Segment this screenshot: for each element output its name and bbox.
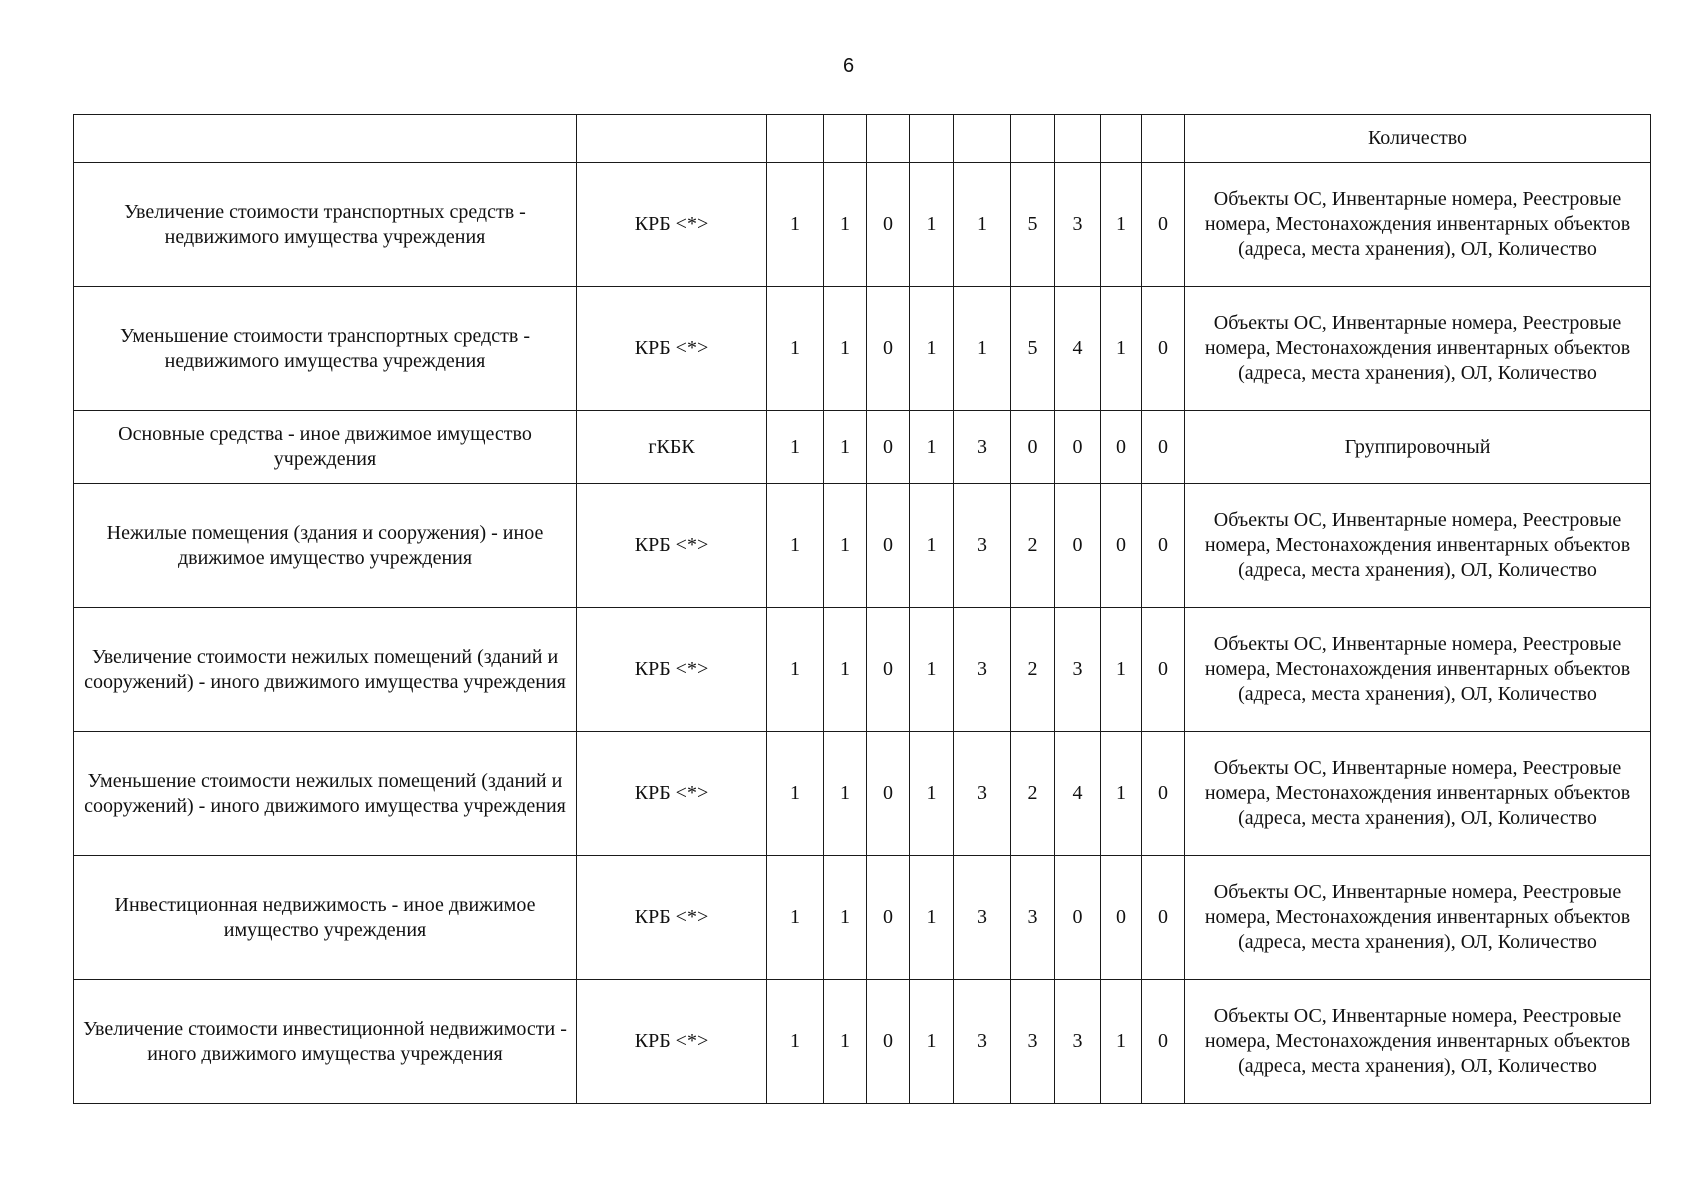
- code-digit-cell: 1: [767, 608, 824, 732]
- account-type-cell: [577, 115, 767, 163]
- code-digit-cell: 1: [824, 484, 867, 608]
- analytics-cell: Объекты ОС, Инвентарные номера, Реестровые номера, Местонахождения инвентарных объектов (адреса, места хранения), ОЛ, Количество: [1185, 163, 1651, 287]
- table-row: [74, 980, 1651, 1104]
- code-digit-cell: 3: [1011, 856, 1055, 980]
- code-digit-cell: 1: [910, 732, 954, 856]
- code-digit-cell: 1: [824, 287, 867, 411]
- account-name-cell: Увеличение стоимости нежилых помещений (зданий и сооружений) - иного движимого имущества учреждения: [74, 608, 577, 732]
- code-digit-cell: 0: [867, 163, 910, 287]
- page-number: 6: [842, 55, 855, 77]
- table-row: [74, 163, 1651, 287]
- account-type-cell: КРБ <*>: [577, 484, 767, 608]
- accounts-table: [73, 114, 1651, 1104]
- code-digit-cell: 5: [1011, 287, 1055, 411]
- account-type-cell: КРБ <*>: [577, 287, 767, 411]
- analytics-cell: Объекты ОС, Инвентарные номера, Реестровые номера, Местонахождения инвентарных объектов (адреса, места хранения), ОЛ, Количество: [1185, 980, 1651, 1104]
- account-name-cell: Уменьшение стоимости транспортных средств - недвижимого имущества учреждения: [74, 287, 577, 411]
- code-digit-cell: 2: [1011, 484, 1055, 608]
- account-type-cell: КРБ <*>: [577, 980, 767, 1104]
- account-type-cell: гКБК: [577, 411, 767, 484]
- account-name-cell: Увеличение стоимости инвестиционной недвижимости - иного движимого имущества учреждения: [74, 980, 577, 1104]
- account-type-cell: КРБ <*>: [577, 732, 767, 856]
- code-digit-cell: 1: [954, 163, 1011, 287]
- code-digit-cell: 0: [1055, 856, 1101, 980]
- code-digit-cell: 1: [910, 163, 954, 287]
- code-digit-cell: 1: [910, 856, 954, 980]
- code-digit-cell: 0: [1142, 856, 1185, 980]
- account-name-cell: Основные средства - иное движимое имущество учреждения: [74, 411, 577, 484]
- code-digit-cell: 0: [1142, 287, 1185, 411]
- code-digit-cell: 0: [867, 484, 910, 608]
- code-digit-cell: 1: [910, 411, 954, 484]
- code-digit-cell: 1: [1101, 732, 1142, 856]
- code-digit-cell: 4: [1055, 732, 1101, 856]
- code-digit-cell: [1142, 115, 1185, 163]
- code-digit-cell: 2: [1011, 608, 1055, 732]
- analytics-cell: Количество: [1185, 115, 1651, 163]
- code-digit-cell: 1: [767, 732, 824, 856]
- code-digit-cell: 1: [767, 163, 824, 287]
- code-digit-cell: 0: [1142, 732, 1185, 856]
- code-digit-cell: [824, 115, 867, 163]
- code-digit-cell: 1: [1101, 287, 1142, 411]
- table-row: [74, 732, 1651, 856]
- code-digit-cell: 3: [954, 484, 1011, 608]
- code-digit-cell: 1: [767, 980, 824, 1104]
- code-digit-cell: 1: [910, 287, 954, 411]
- table-header-row: [74, 115, 1651, 163]
- code-digit-cell: 3: [1055, 608, 1101, 732]
- analytics-cell: Объекты ОС, Инвентарные номера, Реестровые номера, Местонахождения инвентарных объектов (адреса, места хранения), ОЛ, Количество: [1185, 856, 1651, 980]
- account-type-cell: КРБ <*>: [577, 163, 767, 287]
- code-digit-cell: 3: [954, 856, 1011, 980]
- code-digit-cell: 1: [767, 484, 824, 608]
- code-digit-cell: 0: [1055, 484, 1101, 608]
- code-digit-cell: 0: [867, 287, 910, 411]
- code-digit-cell: [767, 115, 824, 163]
- code-digit-cell: [1011, 115, 1055, 163]
- code-digit-cell: 1: [910, 608, 954, 732]
- code-digit-cell: [1101, 115, 1142, 163]
- account-name-cell: [74, 115, 577, 163]
- analytics-cell: Объекты ОС, Инвентарные номера, Реестровые номера, Местонахождения инвентарных объектов (адреса, места хранения), ОЛ, Количество: [1185, 608, 1651, 732]
- code-digit-cell: 0: [867, 411, 910, 484]
- account-type-cell: КРБ <*>: [577, 608, 767, 732]
- code-digit-cell: 3: [954, 980, 1011, 1104]
- code-digit-cell: 4: [1055, 287, 1101, 411]
- account-name-cell: Уменьшение стоимости нежилых помещений (зданий и сооружений) - иного движимого имущества учреждения: [74, 732, 577, 856]
- code-digit-cell: 3: [1055, 163, 1101, 287]
- code-digit-cell: 1: [824, 980, 867, 1104]
- code-digit-cell: 3: [954, 732, 1011, 856]
- code-digit-cell: 1: [824, 732, 867, 856]
- code-digit-cell: [910, 115, 954, 163]
- code-digit-cell: 0: [1142, 163, 1185, 287]
- table-row: [74, 608, 1651, 732]
- code-digit-cell: 0: [1142, 608, 1185, 732]
- account-name-cell: Увеличение стоимости транспортных средств - недвижимого имущества учреждения: [74, 163, 577, 287]
- code-digit-cell: 1: [954, 287, 1011, 411]
- code-digit-cell: 1: [910, 484, 954, 608]
- code-digit-cell: 0: [867, 732, 910, 856]
- analytics-cell: Объекты ОС, Инвентарные номера, Реестровые номера, Местонахождения инвентарных объектов (адреса, места хранения), ОЛ, Количество: [1185, 732, 1651, 856]
- code-digit-cell: 0: [1142, 980, 1185, 1104]
- code-digit-cell: 1: [767, 287, 824, 411]
- account-type-cell: КРБ <*>: [577, 856, 767, 980]
- code-digit-cell: 3: [954, 411, 1011, 484]
- code-digit-cell: 0: [1011, 411, 1055, 484]
- table-row: [74, 287, 1651, 411]
- code-digit-cell: 0: [867, 980, 910, 1104]
- code-digit-cell: 1: [910, 980, 954, 1104]
- code-digit-cell: 0: [1101, 411, 1142, 484]
- code-digit-cell: 1: [1101, 608, 1142, 732]
- code-digit-cell: 1: [767, 411, 824, 484]
- code-digit-cell: 3: [1055, 980, 1101, 1104]
- code-digit-cell: 0: [1101, 856, 1142, 980]
- account-name-cell: Нежилые помещения (здания и сооружения) - иное движимое имущество учреждения: [74, 484, 577, 608]
- code-digit-cell: 1: [1101, 163, 1142, 287]
- code-digit-cell: 3: [1011, 980, 1055, 1104]
- code-digit-cell: 1: [824, 856, 867, 980]
- analytics-cell: Объекты ОС, Инвентарные номера, Реестровые номера, Местонахождения инвентарных объектов (адреса, места хранения), ОЛ, Количество: [1185, 287, 1651, 411]
- code-digit-cell: 0: [1142, 484, 1185, 608]
- code-digit-cell: 0: [867, 608, 910, 732]
- code-digit-cell: 1: [767, 856, 824, 980]
- code-digit-cell: 1: [824, 163, 867, 287]
- analytics-cell: Группировочный: [1185, 411, 1651, 484]
- code-digit-cell: 0: [1142, 411, 1185, 484]
- account-name-cell: Инвестиционная недвижимость - иное движимое имущество учреждения: [74, 856, 577, 980]
- code-digit-cell: 5: [1011, 163, 1055, 287]
- code-digit-cell: 1: [824, 411, 867, 484]
- code-digit-cell: 0: [867, 856, 910, 980]
- code-digit-cell: [1055, 115, 1101, 163]
- analytics-cell: Объекты ОС, Инвентарные номера, Реестровые номера, Местонахождения инвентарных объектов (адреса, места хранения), ОЛ, Количество: [1185, 484, 1651, 608]
- code-digit-cell: 1: [1101, 980, 1142, 1104]
- code-digit-cell: 0: [1055, 411, 1101, 484]
- code-digit-cell: 2: [1011, 732, 1055, 856]
- code-digit-cell: 3: [954, 608, 1011, 732]
- code-digit-cell: 1: [824, 608, 867, 732]
- code-digit-cell: 0: [1101, 484, 1142, 608]
- table-row: [74, 856, 1651, 980]
- code-digit-cell: [867, 115, 910, 163]
- table-row: [74, 484, 1651, 608]
- code-digit-cell: [954, 115, 1011, 163]
- table-row: [74, 411, 1651, 484]
